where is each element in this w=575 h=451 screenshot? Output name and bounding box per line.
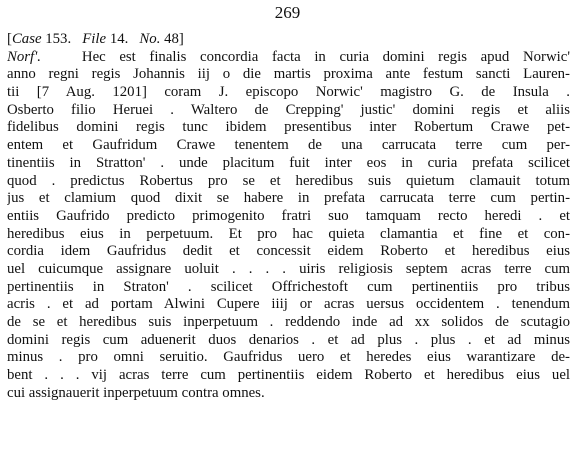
line-text: Hec est finalis concordia facta in curia domini regis apud Norwic' (81, 48, 570, 65)
citation-line (7, 31, 570, 49)
text-line: entem et Gaufridum Crawe tenentem de una carrucata terre cum per- (7, 137, 570, 154)
text-line: pertinentiis in Straton' . scilicet Offrichestoft cum pertinentiis pro tribus (7, 278, 570, 295)
text-line: acris . et ad portam Alwini Cupere iiij or acras uersus occidentem . tenendum (7, 296, 570, 313)
text-line: heredibus eius in perpetuum. Et pro hac quieta clamantia et fine et con- (7, 225, 570, 242)
citation-case-number: 153. (45, 31, 72, 47)
text-line: tinentiis in Stratton' . unde placitum fuit inter eos in curia prefata scilicet (7, 154, 570, 171)
citation-no-number: 48 (164, 31, 179, 47)
text-line: anno regni regis Johannis iij o die martis proxima ante festum sancti Lauren- (7, 66, 570, 83)
text-line: Osberto filio Heruei . Waltero de Crepping' justic' domini regis et aliis (7, 101, 570, 118)
citation-close-bracket: ] (178, 31, 184, 47)
county-label: Norf'. (7, 48, 42, 65)
text-line: jus et clamium quod dixit se habere in prefata carrucata terre cum pertin- (7, 190, 570, 207)
citation-case-label: Case (11, 31, 42, 47)
text-line: uel cuicumque assignare uoluit . . . . uiris religiosis septem acras terre cum (7, 260, 570, 277)
text-line: quod . predictus Robertus pro se et heredibus suis quietum clamauit totum (7, 172, 570, 189)
text-line: cordia idem Gaufridus dedit et concessit eidem Roberto et heredibus eius (7, 243, 570, 260)
citation-no-label: No. (139, 31, 161, 47)
text-line: tii [7 Aug. 1201] coram J. episcopo Norwic' magistro G. de Insula . (7, 84, 570, 101)
citation-open-bracket: [ (7, 31, 12, 47)
text-line (7, 49, 570, 67)
text-line: de se et heredibus suis inperpetuum . reddendo inde ad xx solidos de scutagio (7, 314, 570, 330)
citation-file-label: File (82, 31, 107, 47)
text-line: domini regis cum aduenerit duos denarios . et ad plus . plus . et ad minus (7, 331, 570, 348)
text-line: cui assignauerit inperpetuum contra omnes. (7, 384, 265, 401)
page-number: 269 (274, 3, 301, 22)
text-line: entiis Gaufrido predicto primogenito fratri suo tamquam recto heredi . et (7, 207, 570, 224)
text-line: bent . . . vij acras terre cum pertinentiis eidem Roberto et heredibus eius uel (7, 367, 570, 384)
citation-file-number: 14. (109, 31, 129, 47)
text-line: minus . pro omni seruitio. Gaufridus uero et heredes eius warantizare de- (7, 349, 570, 366)
text-line: fidelibus domini regis tunc ibidem presentibus inter Robertum Crawe pet- (7, 119, 570, 136)
document-body (7, 31, 570, 402)
